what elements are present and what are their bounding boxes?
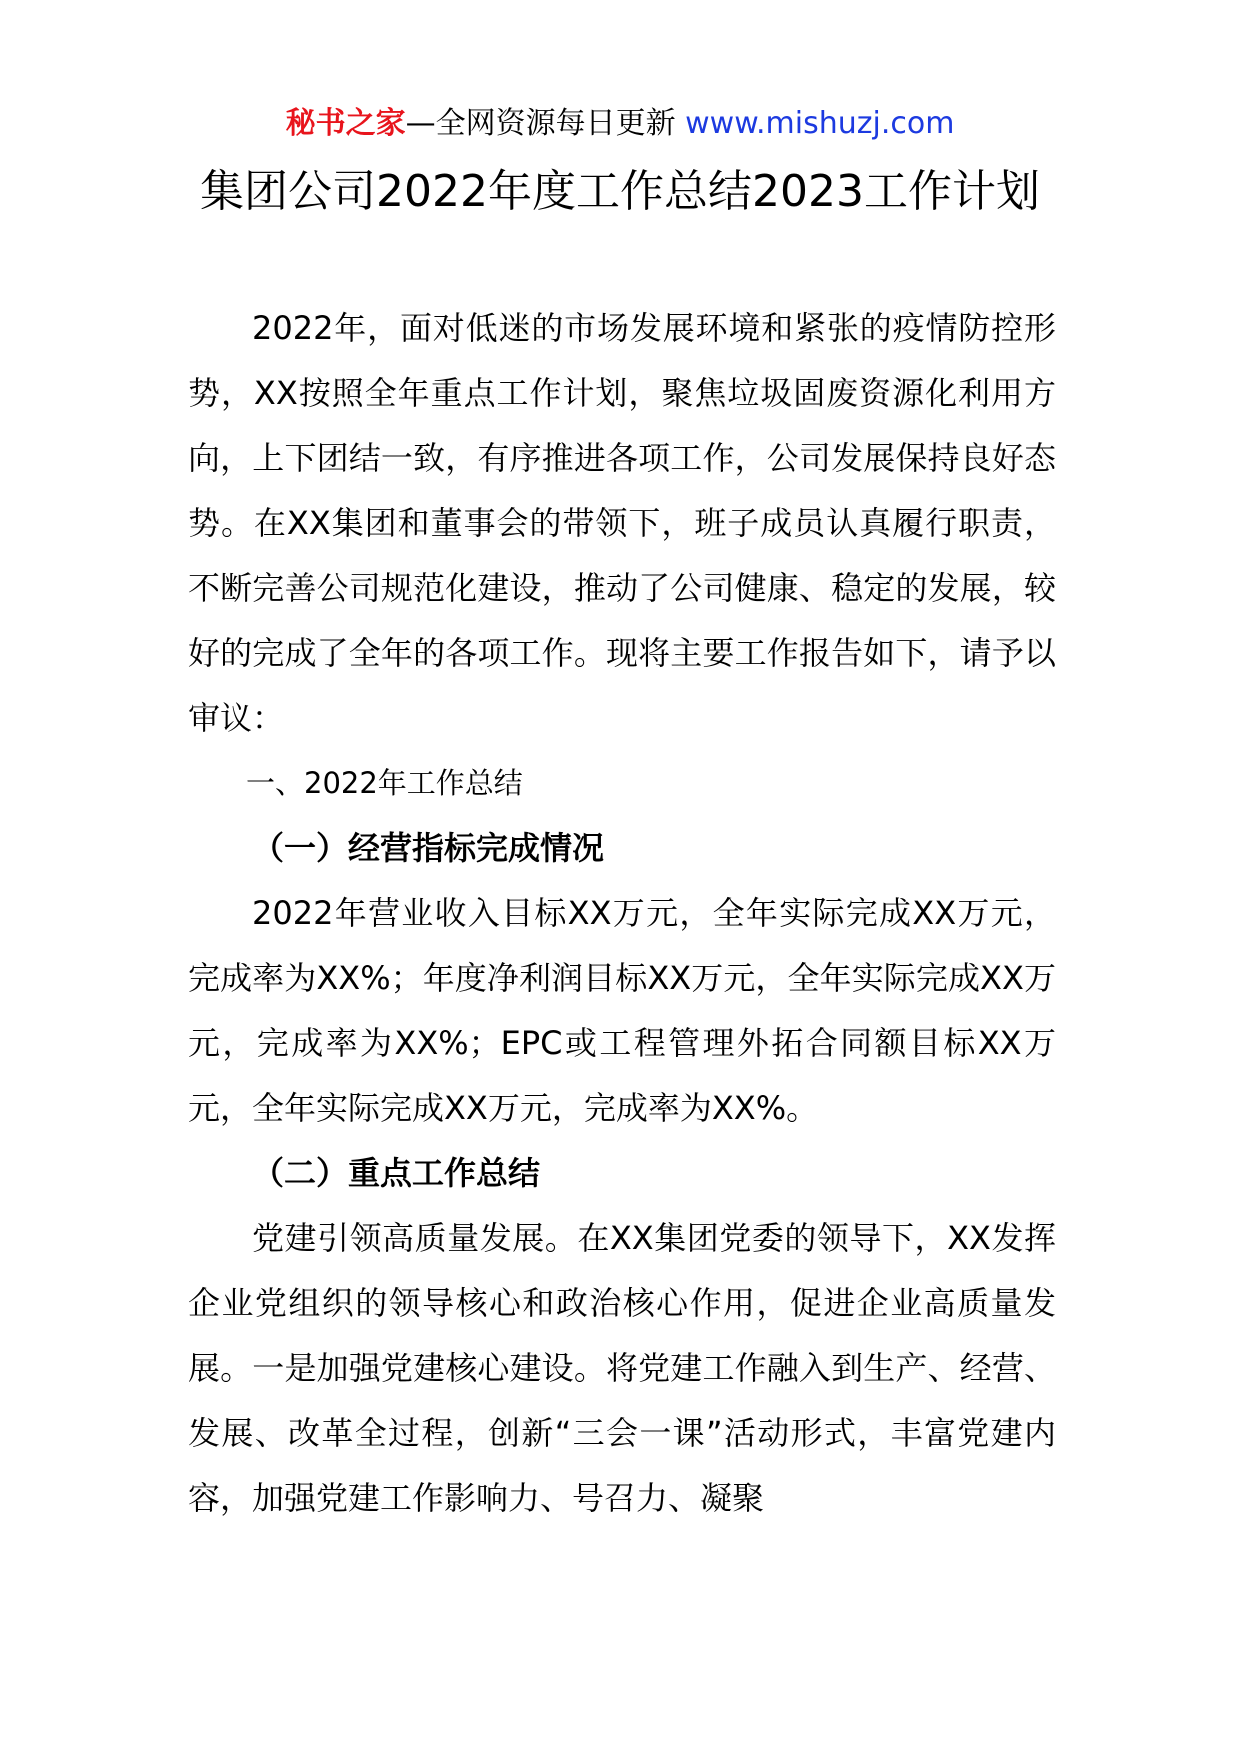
brand-name: 秘书之家 xyxy=(285,106,406,141)
key-work-paragraph: 党建引领高质量发展。在XX集团党委的领导下，XX发挥企业党组织的领导核心和政治核心作用，促进企业高质量发展。一是加强党建核心建设。将党建工作融入到生产、经营、发展、改革全过程，创新“三会一课”活动形式，丰富党建内容，加强党建工作影响力、号召力、凝聚 xyxy=(188,1219,1056,1517)
site-header xyxy=(0,104,1240,144)
intro-paragraph: 2022年，面对低迷的市场发展环境和紧张的疫情防控形势，XX按照全年重点工作计划，聚焦垃圾固废资源化利用方向，上下团结一致，有序推进各项工作，公司发展保持良好态势。在XX集团和董事会的带领下，班子成员认真履行职责，不断完善公司规范化建设，推动了公司健康、稳定的发展，较好的完成了全年的各项工作。现将主要工作报告如下，请予以审议： xyxy=(188,309,1056,737)
subsection-heading-business-indicators: （一）经营指标完成情况 xyxy=(252,829,605,867)
subsection-heading-key-work: （二）重点工作总结 xyxy=(252,1154,541,1192)
business-indicators-paragraph: 2022年营业收入目标XX万元，全年实际完成XX万元，完成率为XX%；年度净利润目标XX万元，全年实际完成XX万元，完成率为XX%；EPC或工程管理外拓合同额目标XX万元，全年实际完成XX万元，完成率为XX%。 xyxy=(188,894,1056,1127)
site-url-link[interactable]: www.mishuzj.com xyxy=(685,106,955,141)
document-body xyxy=(188,296,1056,1531)
section-heading-work-summary: 一、2022年工作总结 xyxy=(246,766,523,800)
header-tagline: —全网资源每日更新 xyxy=(405,106,686,141)
document-title: 集团公司2022年度工作总结2023工作计划 xyxy=(200,166,1040,217)
